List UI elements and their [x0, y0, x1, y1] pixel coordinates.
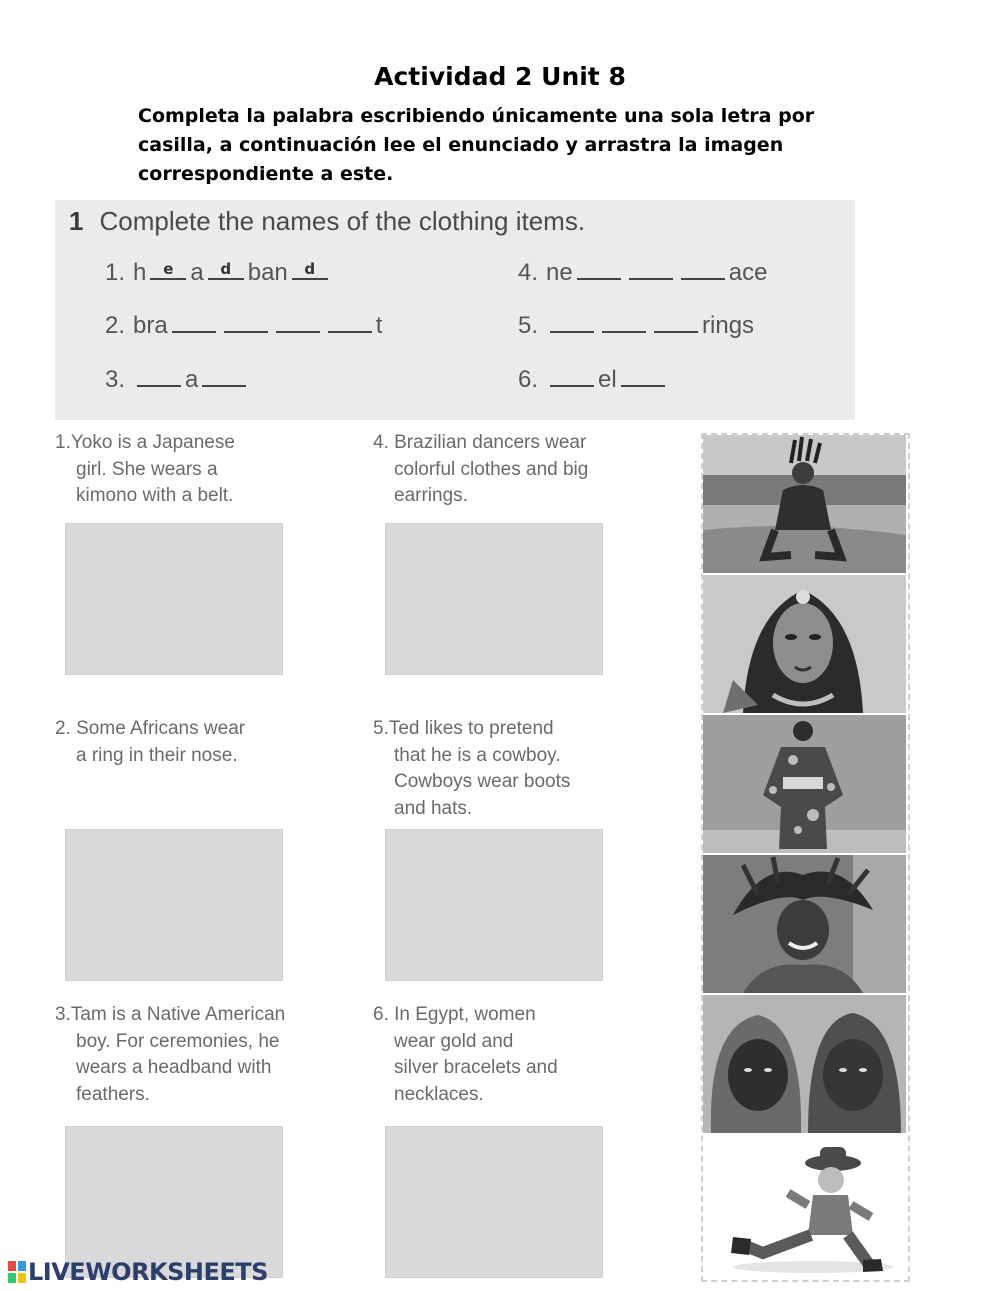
word-part: a [185, 366, 199, 393]
exercise-heading [69, 206, 585, 237]
sentence-line: Cowboys wear boots [394, 771, 571, 792]
sentence-line: 3.Tam is a Native American [55, 1004, 286, 1025]
brand-name: LIVEWORKSHEETS [28, 1258, 268, 1286]
word-number: 6. [518, 366, 539, 393]
letter-box[interactable] [654, 309, 698, 333]
cowboy-boy-photo[interactable] [703, 1135, 906, 1276]
word-part: bra [133, 312, 168, 339]
word-part: h [133, 259, 147, 286]
drop-zone-4[interactable] [385, 523, 603, 675]
sentence-line: kimono with a belt. [76, 485, 234, 506]
native-american-boy-photo[interactable] [703, 435, 906, 573]
word-part: el [598, 366, 617, 393]
two-women-headscarves-photo[interactable] [703, 995, 906, 1133]
instructions-line: correspondiente a este. [138, 163, 394, 185]
word-item-4 [518, 256, 767, 287]
sentence-3 [55, 1002, 365, 1108]
woman-with-nose-ring-photo[interactable] [703, 575, 906, 713]
instructions [138, 102, 858, 189]
word-part: ace [728, 259, 768, 286]
letter-box[interactable] [292, 256, 328, 280]
letter-box[interactable] [224, 309, 268, 333]
sentence-1 [55, 430, 355, 510]
word-item-3 [105, 363, 250, 394]
drop-zone-6[interactable] [385, 1126, 603, 1278]
word-part: ban [247, 259, 288, 286]
letter-box[interactable] [550, 363, 594, 387]
sentence-4 [373, 430, 673, 510]
word-number: 3. [105, 366, 126, 393]
word-number: 1. [105, 259, 126, 286]
sentence-line: boy. For ceremonies, he [76, 1030, 280, 1052]
letter-answer: d [220, 260, 232, 278]
exercise-number: 1 [69, 206, 84, 236]
letter-box[interactable] [276, 309, 320, 333]
letter-box[interactable] [629, 256, 673, 280]
letter-box[interactable] [328, 309, 372, 333]
sentence-6 [373, 1002, 673, 1108]
sentence-line: necklaces. [394, 1083, 484, 1105]
brazilian-dancer-photo[interactable] [703, 855, 906, 993]
letter-box[interactable] [577, 256, 621, 280]
liveworksheets-icon [8, 1261, 26, 1283]
girl-in-kimono-photo[interactable] [703, 715, 906, 853]
exercise-box [55, 200, 855, 420]
letter-box[interactable] [150, 256, 186, 280]
letter-box[interactable] [602, 309, 646, 333]
sentence-line: 5.Ted likes to pretend [373, 718, 554, 739]
sentence-line: girl. She wears a [76, 458, 218, 480]
word-item-1 [105, 256, 332, 287]
sentence-line: silver bracelets and [394, 1057, 558, 1078]
word-part: ne [546, 259, 573, 286]
sentence-line: 6. In Egypt, women [373, 1004, 536, 1025]
drop-zone-1[interactable] [65, 523, 283, 675]
sentence-line: wears a headband with [76, 1057, 272, 1078]
word-number: 5. [518, 312, 539, 339]
liveworksheets-logo [8, 1258, 268, 1288]
instructions-line: Completa la palabra escribiendo únicamente una sola letra por [138, 105, 815, 127]
sentence-line: feathers. [76, 1083, 150, 1105]
word-number: 2. [105, 312, 126, 339]
drop-zone-3[interactable] [65, 1126, 283, 1278]
word-number: 4. [518, 259, 539, 286]
sentence-line: 2. Some Africans wear [55, 718, 246, 739]
sentence-line: colorful clothes and big [394, 458, 589, 480]
letter-answer: e [163, 260, 174, 278]
letter-box[interactable] [621, 363, 665, 387]
sentence-5 [373, 716, 673, 822]
letter-box[interactable] [202, 363, 246, 387]
sentence-line: wear gold and [394, 1030, 514, 1052]
letter-box[interactable] [172, 309, 216, 333]
word-part: t [375, 312, 383, 339]
letter-box[interactable] [208, 256, 244, 280]
instructions-line: casilla, a continuación lee el enunciado y arrastra la imagen [138, 134, 784, 156]
sentence-line: 4. Brazilian dancers wear [373, 432, 587, 453]
sentence-line: 1.Yoko is a Japanese [55, 432, 235, 453]
letter-answer: d [304, 260, 316, 278]
word-part: rings [702, 312, 755, 339]
sentence-line: earrings. [394, 485, 468, 506]
sentence-line: a ring in their nose. [76, 744, 238, 766]
exercise-heading-text: Complete the names of the clothing items. [99, 206, 586, 236]
sentence-line: that he is a cowboy. [394, 744, 561, 766]
letter-box[interactable] [681, 256, 725, 280]
word-item-5 [518, 309, 754, 340]
drop-zone-2[interactable] [65, 829, 283, 981]
letter-box[interactable] [550, 309, 594, 333]
word-item-2 [105, 309, 382, 340]
sentence-line: and hats. [394, 797, 473, 819]
page-title: Actividad 2 Unit 8 [374, 62, 626, 91]
letter-box[interactable] [137, 363, 181, 387]
word-part: a [190, 259, 204, 286]
drop-zone-5[interactable] [385, 829, 603, 981]
sentence-2 [55, 716, 355, 769]
word-item-6 [518, 363, 669, 394]
